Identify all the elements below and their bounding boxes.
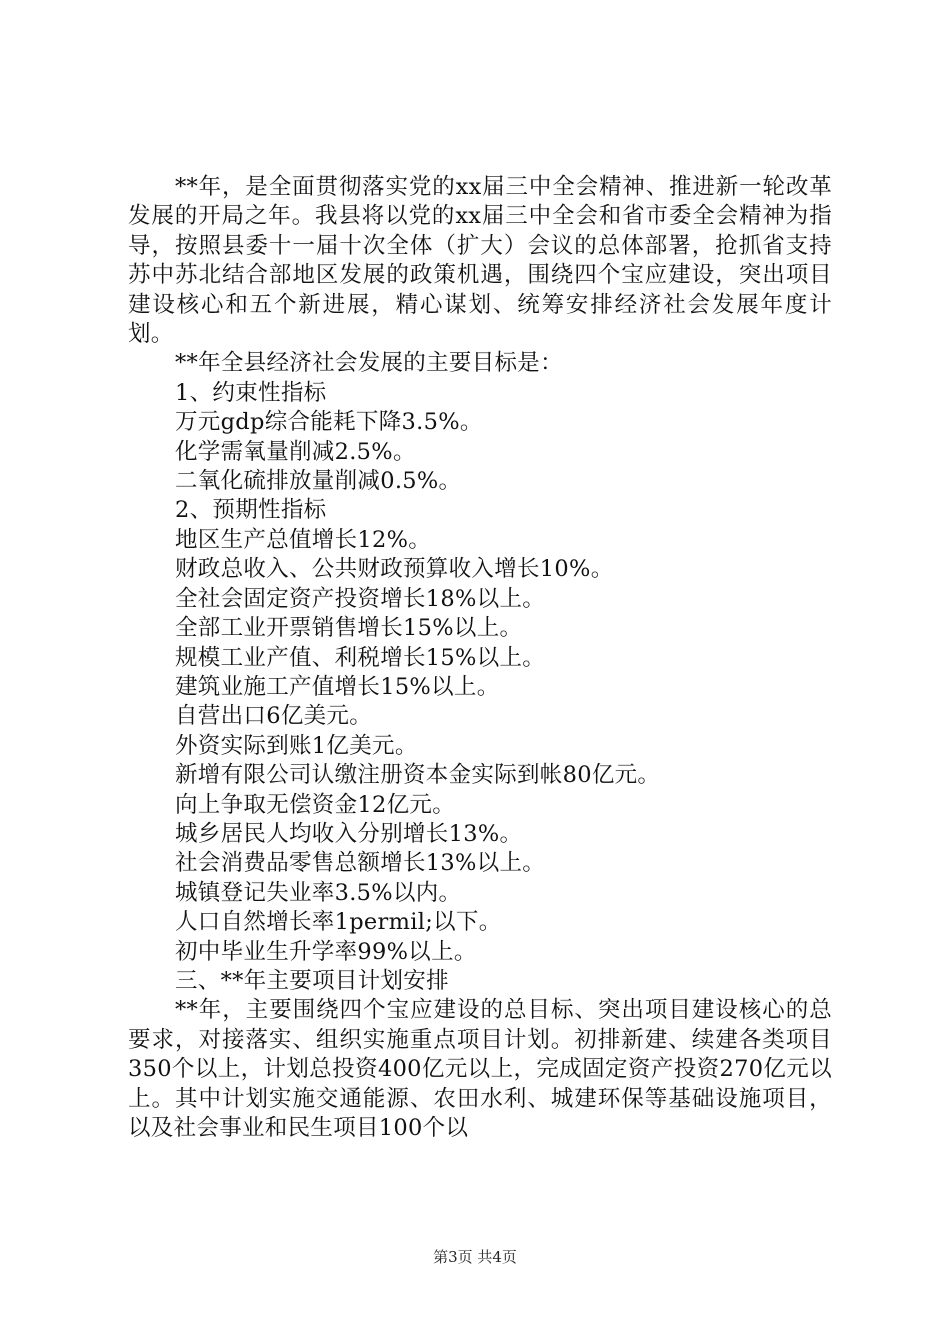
expected-indicator-item: 城乡居民人均收入分别增长13%。 [175, 820, 523, 847]
expected-indicator-item: 外资实际到账1亿美元。 [175, 732, 418, 759]
expected-indicator-item: 初中毕业生升学率99%以上。 [175, 938, 477, 965]
binding-indicator-item: 化学需氧量削减2.5%。 [175, 438, 416, 465]
expected-indicators-heading: 2、预期性指标 [175, 497, 327, 524]
expected-indicator-item: 新增有限公司认缴注册资本金实际到帐80亿元。 [175, 762, 661, 789]
expected-indicator-item: 规模工业产值、利税增长15%以上。 [175, 644, 546, 671]
binding-indicator-item: 万元gdp综合能耗下降3.5%。 [175, 409, 483, 436]
document-body [128, 173, 832, 1143]
page-number-footer: 第3页 共4页 [433, 1248, 517, 1266]
expected-indicator-item: 建筑业施工产值增长15%以上。 [175, 673, 500, 700]
expected-indicator-item: 财政总收入、公共财政预算收入增长10%。 [175, 556, 614, 583]
binding-indicators-heading: 1、约束性指标 [175, 379, 327, 406]
expected-indicator-item: 全社会固定资产投资增长18%以上。 [175, 585, 546, 612]
section-3-heading: 三、**年主要项目计划安排 [175, 967, 449, 994]
expected-indicator-item: 人口自然增长率1permil;以下。 [175, 909, 502, 936]
expected-indicator-item: 向上争取无偿资金12亿元。 [175, 791, 456, 818]
section-3-paragraph: **年，主要围绕四个宝应建设的总目标、突出项目建设核心的总要求，对接落实、组织实施重点项目计划。初排新建、续建各类项目350个以上，计划总投资400亿元以上，完成固定资产投资270亿元以上。其中计划实施交通能源、农田水利、城建环保等基础设施项目，以及社会事业和民生项目100个以 [128, 997, 832, 1141]
expected-indicator-item: 地区生产总值增长12%。 [175, 526, 432, 553]
expected-indicator-item: 全部工业开票销售增长15%以上。 [175, 615, 523, 642]
goals-heading: **年全县经济社会发展的主要目标是： [175, 350, 563, 377]
binding-indicator-item: 二氧化硫排放量削减0.5%。 [175, 468, 462, 495]
intro-paragraph: **年，是全面贯彻落实党的xx届三中全会精神、推进新一轮改革发展的开局之年。我县将以党的xx届三中全会和省市委全会精神为指导，按照县委十一届十次全体（扩大）会议的总体部署，抢抓省支持苏中苏北结合部地区发展的政策机遇，围绕四个宝应建设，突出项目建设核心和五个新进展，精心谋划、统筹安排经济社会发展年度计划。 [128, 174, 832, 348]
expected-indicator-item: 城镇登记失业率3.5%以内。 [175, 879, 462, 906]
expected-indicator-item: 社会消费品零售总额增长13%以上。 [175, 850, 546, 877]
expected-indicator-item: 自营出口6亿美元。 [175, 703, 373, 730]
